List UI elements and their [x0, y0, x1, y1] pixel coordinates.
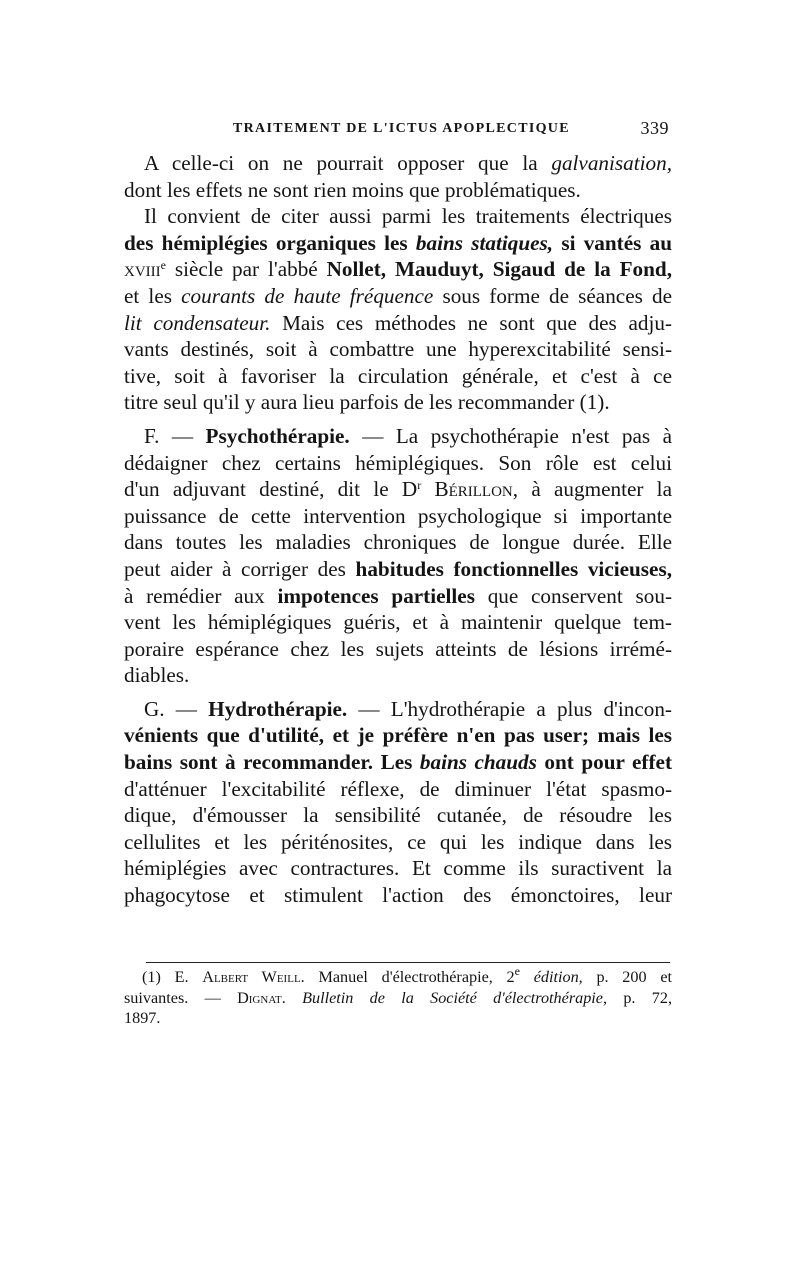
text-line: phagocytose et stimulent l'action des émonctoires, leur: [124, 883, 672, 908]
text-span: sous forme de séances de: [433, 283, 672, 308]
text-span: d'un adjuvant destiné, dit le D: [124, 477, 418, 502]
emphasis-text: lit condensateur.: [124, 310, 271, 335]
footnote-rule: [146, 962, 670, 963]
emphasis-text: impotences partielles: [277, 583, 475, 608]
text-line: [124, 476, 672, 503]
page-number: 339: [640, 118, 669, 138]
text-line: vénients que d'utilité, et je préfère n'en pas user; mais les: [124, 723, 672, 748]
author-name: Albert Weill.: [202, 968, 305, 986]
text-line: dédaigner chez certains hémiplégiques. Son rôle est celui: [124, 450, 672, 475]
text-line: [124, 696, 672, 723]
text-span: et les: [124, 283, 182, 308]
emphasis-text: habitudes fonctionnelles vicieuses,: [355, 556, 672, 581]
text-span: A celle-ci on ne pourrait opposer que la: [144, 151, 552, 175]
body-text: [124, 150, 672, 909]
text-span: peut aider à corriger des: [124, 556, 356, 581]
text-line: titre seul qu'il y aura lieu parfois de les recommander (1).: [124, 390, 610, 415]
text-line: [124, 230, 672, 257]
text-line: cellulites et les périténosites, ce qui les indique dans les: [124, 829, 672, 854]
footnote: [124, 964, 673, 1029]
paragraph-galvanisation: [124, 150, 672, 203]
paragraph-psychotherapie: [124, 423, 672, 689]
text-span: à remédier aux: [124, 583, 278, 608]
text-line: [124, 583, 672, 610]
paragraph-hydrotherapie: [124, 696, 672, 909]
superscript: e: [160, 258, 166, 273]
text-line: d'atténuer l'excitabilité réflexe, de diminuer l'état spasmo-: [124, 776, 672, 801]
text-span: suivantes. —: [124, 988, 238, 1007]
text-span: — La psychothérapie n'est pas à: [349, 423, 672, 448]
text-span: à augmenter la: [518, 477, 672, 502]
paragraph-spacer: [124, 689, 672, 696]
running-head: [233, 118, 669, 148]
emphasis-text: courants de haute fréquence: [181, 283, 434, 308]
text-span: que conservent sou-: [474, 583, 673, 608]
footnote-line: [124, 964, 672, 988]
text-span: siècle par l'abbé: [165, 257, 327, 282]
text-span: ont pour effet: [536, 750, 672, 775]
text-line: vants destinés, soit à combattre une hyperexcitabilité sensi-: [124, 337, 672, 362]
text-line: [124, 749, 672, 776]
text-line: dans toutes les maladies chroniques de longue durée. Elle: [124, 530, 672, 555]
paragraph-spacer: [124, 416, 672, 423]
text-line: puissance de cette intervention psychologique si importante: [124, 503, 672, 528]
emphasis-text: galvanisation,: [551, 151, 672, 175]
text-line: tive, soit à favoriser la circulation générale, et c'est à ce: [124, 363, 672, 388]
footnote-marker: (1) E.: [142, 968, 203, 986]
section-letter: G. —: [144, 696, 209, 721]
author-names: Nollet, Mauduyt, Sigaud de la Fond,: [326, 257, 672, 282]
text-line: dique, d'émousser la sensibilité cutanée, de résoudre les: [124, 803, 672, 828]
text-span: p. 72,: [607, 988, 673, 1007]
text-span: — L'hydrothérapie a plus d'incon-: [347, 696, 672, 721]
text-span: p. 200 et: [582, 968, 672, 986]
running-title: TRAITEMENT DE L'ICTUS APOPLECTIQUE: [233, 121, 570, 136]
text-span: des hémiplégies organiques les: [124, 230, 416, 255]
text-line: [124, 283, 672, 310]
text-line: poraire espérance chez les sujets atteints de lésions irrémé-: [124, 636, 672, 661]
text-span: si vantés au: [553, 230, 672, 255]
text-line: dont les effets ne sont rien moins que problématiques.: [124, 177, 581, 202]
text-span: Mais ces méthodes ne sont que des adju-: [270, 310, 672, 335]
text-line: [124, 556, 672, 583]
footnote-line: [124, 988, 672, 1009]
century-numeral: xviii: [124, 257, 161, 282]
text-line: [124, 256, 672, 283]
emphasis-text: bains chauds: [419, 750, 537, 775]
superscript: e: [514, 964, 520, 978]
footnote-line: 1897.: [124, 1009, 161, 1027]
text-line: [124, 423, 672, 450]
emphasis-text: bains statiques,: [415, 230, 554, 255]
text-line: [124, 310, 672, 337]
author-name: Dignat.: [237, 988, 286, 1007]
emphasis-text: édition,: [519, 968, 583, 986]
text-span: bains sont à recommander. Les: [124, 750, 420, 775]
text-line: vent les hémiplégiques guéris, et à maintenir quelque tem-: [124, 610, 672, 635]
text-span: Manuel d'électrothérapie, 2: [304, 968, 515, 986]
text-line: diables.: [124, 663, 190, 688]
text-line: [124, 150, 672, 177]
text-line: Il convient de citer aussi parmi les traitements électriques: [144, 204, 672, 229]
journal-title: Bulletin de la Société d'électrothérapie,: [285, 988, 608, 1007]
text-line: hémiplégies avec contractures. Et comme ils suractivent la: [124, 856, 672, 881]
section-heading: Hydrothérapie.: [208, 696, 348, 721]
section-heading: Psychothérapie.: [205, 423, 350, 448]
superscript: r: [417, 478, 422, 493]
section-letter: F. —: [144, 423, 206, 448]
author-name: Bérillon,: [421, 477, 519, 502]
paragraph-electric-treatments: [124, 203, 672, 416]
